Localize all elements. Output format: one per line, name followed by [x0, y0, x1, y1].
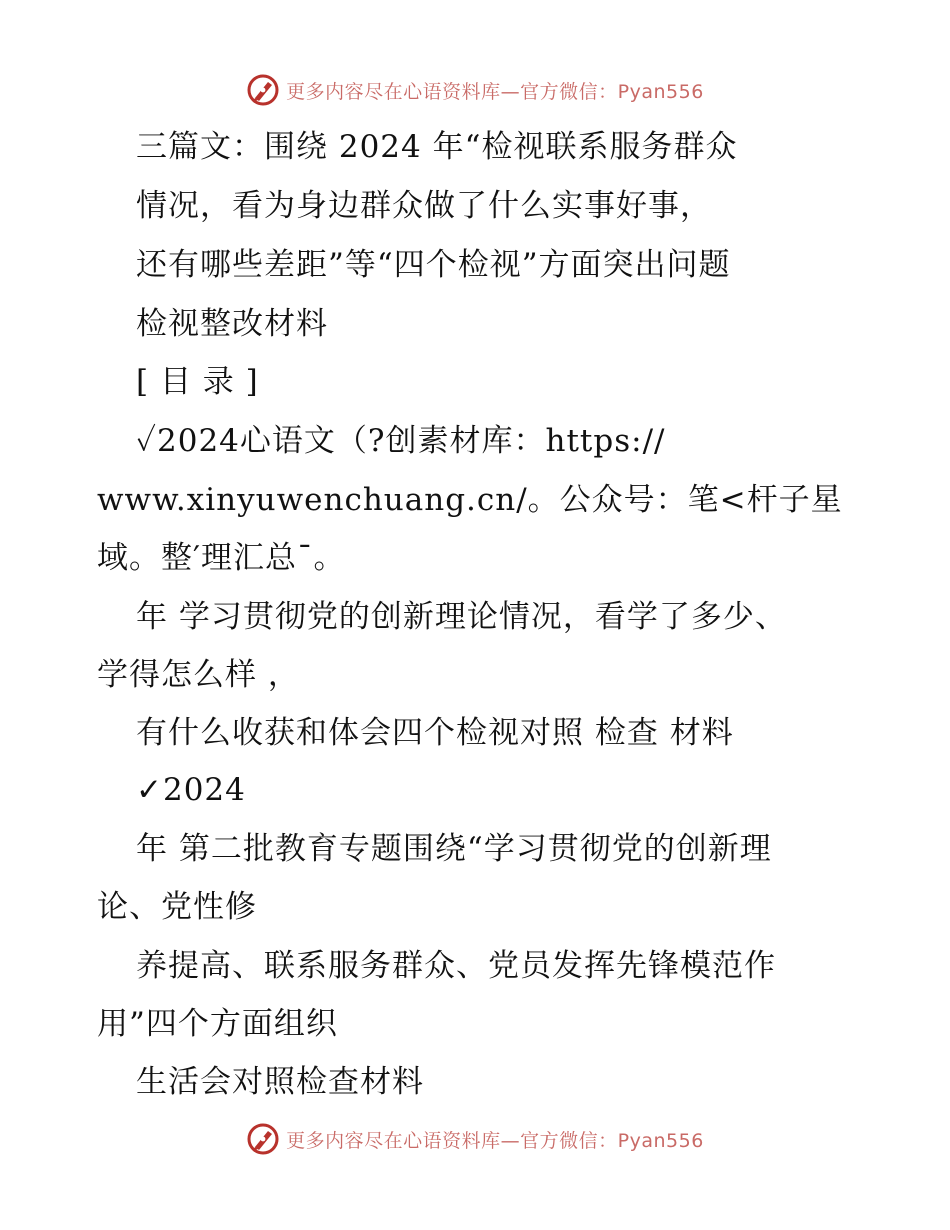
toc-item-2-line-5: 用”四个方面组织 [97, 1006, 338, 1042]
toc-item-2-line-1: ✓2024 [136, 772, 246, 808]
footer-banner-inner [246, 1122, 704, 1156]
toc-item-2-line-4: 养提高、联系服务群众、党员发挥先锋模范作 [136, 948, 776, 984]
pen-logo-icon [246, 1122, 280, 1156]
footer-banner [0, 1119, 950, 1159]
title-line-2: 情况，看为身边群众做了什么实事好事， [136, 188, 712, 224]
title-line-4: 检视整改材料 [136, 306, 328, 342]
footer-banner-text: 更多内容尽在心语资料库—官方微信：Pyan556 [286, 1129, 704, 1152]
toc-item-1-line-6: 有什么收获和体会四个检视对照 检查 材料 [136, 715, 734, 751]
toc-item-1-line-1: ✓2024心语文（?创素材库：https:// [136, 423, 666, 459]
toc-item-1-line-5: 学得怎么样 ， [97, 657, 300, 693]
toc-item-1-line-3: 域。整′理汇总¯。 [97, 540, 346, 576]
title-line-1: 三篇文：围绕 2024 年“检视联系服务群众 [136, 129, 738, 165]
toc-heading: [ 目 录 ] [136, 364, 259, 400]
title-line-3: 还有哪些差距”等“四个检视”方面突出问题 [136, 247, 731, 283]
toc-item-2-line-6: 生活会对照检查材料 [136, 1064, 424, 1100]
toc-item-2-line-3: 论、党性修 [97, 889, 257, 925]
header-banner-text: 更多内容尽在心语资料库—官方微信：Pyan556 [286, 80, 704, 103]
toc-item-2-line-2: 年 第二批教育专题围绕“学习贯彻党的创新理 [136, 831, 772, 867]
toc-item-1-line-4: 年 学习贯彻党的创新理论情况，看学了多少、 [136, 599, 787, 635]
toc-item-1-line-2: www.xinyuwenchuang.cn/。公众号：笔<杆子星 [97, 482, 843, 518]
